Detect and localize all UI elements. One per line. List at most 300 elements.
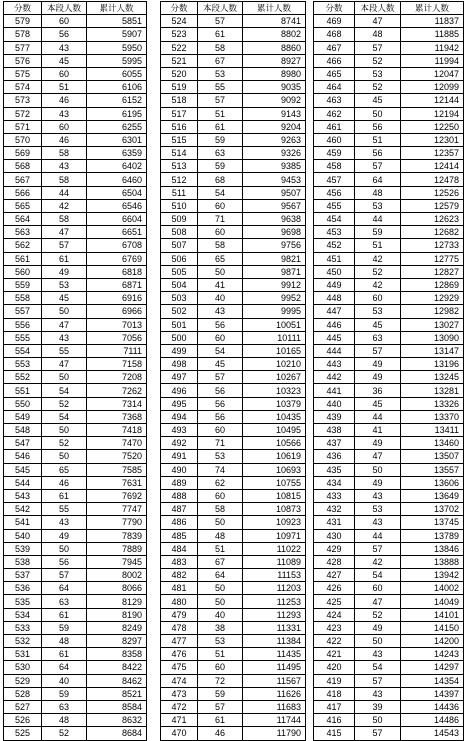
segment-count-cell: 40 (198, 292, 243, 305)
segment-count-cell: 56 (355, 120, 401, 133)
segment-count-cell: 71 (198, 213, 243, 226)
score-cell: 542 (4, 503, 42, 516)
cumulative-count-cell: 13370 (401, 410, 464, 423)
cumulative-count-cell: 7470 (87, 437, 147, 450)
score-cell: 431 (314, 516, 355, 529)
table-row (314, 516, 464, 529)
table-row (4, 555, 147, 568)
cumulative-count-cell: 13196 (401, 358, 464, 371)
score-cell: 522 (161, 41, 198, 54)
segment-count-cell: 56 (198, 410, 243, 423)
segment-count-cell: 48 (355, 186, 401, 199)
segment-count-cell: 57 (42, 569, 87, 582)
score-cell: 514 (161, 147, 198, 160)
score-cell: 454 (314, 213, 355, 226)
segment-count-cell: 57 (198, 700, 243, 713)
score-cell: 455 (314, 199, 355, 212)
cumulative-count-cell: 6818 (87, 265, 147, 278)
score-cell: 464 (314, 81, 355, 94)
cumulative-count-cell: 10495 (243, 424, 306, 437)
segment-count-cell: 49 (355, 621, 401, 634)
score-cell: 451 (314, 252, 355, 265)
table-row (314, 555, 464, 568)
cumulative-count-cell: 10323 (243, 384, 306, 397)
score-table-1 (3, 1, 147, 741)
table-row (161, 516, 306, 529)
score-cell: 534 (4, 608, 42, 621)
cumulative-count-cell: 10971 (243, 529, 306, 542)
header-score: 分数 (4, 2, 42, 15)
score-cell: 417 (314, 700, 355, 713)
segment-count-cell: 68 (198, 173, 243, 186)
segment-count-cell: 52 (355, 81, 401, 94)
table-row (161, 410, 306, 423)
table-row (161, 226, 306, 239)
segment-count-cell: 55 (198, 81, 243, 94)
cumulative-count-cell: 12526 (401, 186, 464, 199)
table-row (314, 661, 464, 674)
segment-count-cell: 50 (355, 463, 401, 476)
score-table-2 (160, 1, 306, 741)
segment-count-cell: 58 (198, 41, 243, 54)
segment-count-cell: 51 (355, 239, 401, 252)
cumulative-count-cell: 10051 (243, 318, 306, 331)
cumulative-count-cell: 6152 (87, 94, 147, 107)
segment-count-cell: 62 (198, 476, 243, 489)
table-header-row (314, 2, 464, 15)
score-cell: 458 (314, 160, 355, 173)
table-row (4, 516, 147, 529)
score-cell: 565 (4, 199, 42, 212)
cumulative-count-cell: 9912 (243, 278, 306, 291)
cumulative-count-cell: 10566 (243, 437, 306, 450)
cumulative-count-cell: 13326 (401, 397, 464, 410)
score-cell: 482 (161, 569, 198, 582)
score-cell: 448 (314, 292, 355, 305)
table-row (161, 120, 306, 133)
table-row (314, 213, 464, 226)
score-cell: 493 (161, 424, 198, 437)
cumulative-count-cell: 9995 (243, 305, 306, 318)
score-cell: 543 (4, 489, 42, 502)
score-cell: 541 (4, 516, 42, 529)
table-row (161, 621, 306, 634)
score-cell: 521 (161, 54, 198, 67)
header-segment-count: 本段人数 (42, 2, 87, 15)
score-cell: 487 (161, 503, 198, 516)
score-cell: 531 (4, 648, 42, 661)
table-row (314, 384, 464, 397)
score-cell: 548 (4, 424, 42, 437)
cumulative-count-cell: 11994 (401, 54, 464, 67)
score-cell: 489 (161, 476, 198, 489)
cumulative-count-cell: 11683 (243, 700, 306, 713)
score-cell: 555 (4, 331, 42, 344)
cumulative-count-cell: 5907 (87, 28, 147, 41)
cumulative-count-cell: 14200 (401, 635, 464, 648)
table-row (4, 107, 147, 120)
cumulative-count-cell: 13147 (401, 344, 464, 357)
segment-count-cell: 58 (198, 239, 243, 252)
cumulative-count-cell: 9871 (243, 265, 306, 278)
score-cell: 477 (161, 635, 198, 648)
segment-count-cell: 36 (355, 384, 401, 397)
table-row (4, 15, 147, 28)
segment-count-cell: 64 (198, 569, 243, 582)
segment-count-cell: 40 (42, 674, 87, 687)
cumulative-count-cell: 6871 (87, 278, 147, 291)
table-row (314, 714, 464, 727)
segment-count-cell: 50 (42, 424, 87, 437)
score-cell: 449 (314, 278, 355, 291)
score-cell: 545 (4, 463, 42, 476)
table-row (161, 107, 306, 120)
table-row (4, 318, 147, 331)
cumulative-count-cell: 12982 (401, 305, 464, 318)
score-cell: 509 (161, 213, 198, 226)
table-row (161, 529, 306, 542)
score-cell: 441 (314, 384, 355, 397)
segment-count-cell: 60 (198, 661, 243, 674)
segment-count-cell: 47 (42, 358, 87, 371)
segment-count-cell: 49 (355, 358, 401, 371)
score-cell: 553 (4, 358, 42, 371)
score-cell: 505 (161, 265, 198, 278)
cumulative-count-cell: 11790 (243, 727, 306, 740)
segment-count-cell: 43 (355, 648, 401, 661)
segment-count-cell: 43 (355, 687, 401, 700)
segment-count-cell: 60 (198, 489, 243, 502)
segment-count-cell: 67 (198, 555, 243, 568)
cumulative-count-cell: 9385 (243, 160, 306, 173)
cumulative-count-cell: 12929 (401, 292, 464, 305)
table-row (4, 160, 147, 173)
segment-count-cell: 61 (42, 608, 87, 621)
table-row (4, 489, 147, 502)
segment-count-cell: 57 (198, 371, 243, 384)
cumulative-count-cell: 13649 (401, 489, 464, 502)
table-row (314, 424, 464, 437)
score-cell: 452 (314, 239, 355, 252)
cumulative-count-cell: 8980 (243, 67, 306, 80)
segment-count-cell: 51 (198, 542, 243, 555)
segment-count-cell: 51 (42, 81, 87, 94)
cumulative-count-cell: 6255 (87, 120, 147, 133)
cumulative-count-cell: 10873 (243, 503, 306, 516)
score-cell: 435 (314, 463, 355, 476)
cumulative-count-cell: 13245 (401, 371, 464, 384)
segment-count-cell: 54 (355, 569, 401, 582)
table-row (314, 437, 464, 450)
table-row (161, 476, 306, 489)
score-cell: 476 (161, 648, 198, 661)
score-cell: 576 (4, 54, 42, 67)
cumulative-count-cell: 11567 (243, 674, 306, 687)
score-cell: 562 (4, 239, 42, 252)
score-cell: 425 (314, 595, 355, 608)
cumulative-count-cell: 8521 (87, 687, 147, 700)
score-cell: 484 (161, 542, 198, 555)
cumulative-count-cell: 6604 (87, 213, 147, 226)
table-row (161, 397, 306, 410)
table-row (4, 213, 147, 226)
score-cell: 578 (4, 28, 42, 41)
score-cell: 567 (4, 173, 42, 186)
score-cell: 547 (4, 437, 42, 450)
table-row (314, 410, 464, 423)
score-cell: 540 (4, 529, 42, 542)
score-cell: 467 (314, 41, 355, 54)
table-row (4, 595, 147, 608)
score-cell: 475 (161, 661, 198, 674)
segment-count-cell: 50 (198, 595, 243, 608)
segment-count-cell: 57 (355, 344, 401, 357)
score-cell: 442 (314, 371, 355, 384)
score-cell: 537 (4, 569, 42, 582)
segment-count-cell: 50 (198, 582, 243, 595)
table-row (161, 608, 306, 621)
score-cell: 524 (161, 15, 198, 28)
table-row (4, 674, 147, 687)
table-row (4, 463, 147, 476)
score-cell: 437 (314, 437, 355, 450)
score-cell: 494 (161, 410, 198, 423)
cumulative-count-cell: 12733 (401, 239, 464, 252)
table-row (314, 67, 464, 80)
table-row (161, 213, 306, 226)
score-cell: 421 (314, 648, 355, 661)
cumulative-count-cell: 12869 (401, 278, 464, 291)
table-row (4, 529, 147, 542)
score-cell: 491 (161, 450, 198, 463)
segment-count-cell: 45 (355, 397, 401, 410)
table-row (161, 15, 306, 28)
cumulative-count-cell: 6359 (87, 147, 147, 160)
cumulative-count-cell: 11837 (401, 15, 464, 28)
cumulative-count-cell: 7314 (87, 397, 147, 410)
table-row (4, 700, 147, 713)
cumulative-count-cell: 7262 (87, 384, 147, 397)
segment-count-cell: 54 (42, 384, 87, 397)
cumulative-count-cell: 6460 (87, 173, 147, 186)
score-cell: 515 (161, 133, 198, 146)
cumulative-count-cell: 10923 (243, 516, 306, 529)
table-row (4, 608, 147, 621)
score-cell: 495 (161, 397, 198, 410)
score-cell: 438 (314, 424, 355, 437)
cumulative-count-cell: 8002 (87, 569, 147, 582)
table-row (161, 714, 306, 727)
segment-count-cell: 57 (355, 727, 401, 740)
segment-count-cell: 48 (42, 635, 87, 648)
score-cell: 511 (161, 186, 198, 199)
segment-count-cell: 72 (198, 674, 243, 687)
score-cell: 462 (314, 107, 355, 120)
score-cell: 577 (4, 41, 42, 54)
table-row (161, 569, 306, 582)
table-row (314, 147, 464, 160)
segment-count-cell: 51 (355, 133, 401, 146)
score-cell: 558 (4, 292, 42, 305)
table-row (4, 28, 147, 41)
cumulative-count-cell: 7013 (87, 318, 147, 331)
segment-count-cell: 57 (198, 94, 243, 107)
score-cell: 554 (4, 344, 42, 357)
cumulative-count-cell: 13888 (401, 555, 464, 568)
table-row (4, 67, 147, 80)
cumulative-count-cell: 10210 (243, 358, 306, 371)
cumulative-count-cell: 11293 (243, 608, 306, 621)
score-cell: 549 (4, 410, 42, 423)
segment-count-cell: 46 (42, 94, 87, 107)
cumulative-count-cell: 9756 (243, 239, 306, 252)
score-cell: 530 (4, 661, 42, 674)
table-row (161, 318, 306, 331)
cumulative-count-cell: 5995 (87, 54, 147, 67)
table-row (161, 305, 306, 318)
score-cell: 526 (4, 714, 42, 727)
header-segment-count: 本段人数 (355, 2, 401, 15)
score-cell: 426 (314, 582, 355, 595)
segment-count-cell: 60 (42, 120, 87, 133)
score-cell: 481 (161, 582, 198, 595)
table-row (4, 94, 147, 107)
table-row (161, 67, 306, 80)
table-row (4, 687, 147, 700)
table-row (161, 239, 306, 252)
segment-count-cell: 43 (198, 305, 243, 318)
cumulative-count-cell: 9035 (243, 81, 306, 94)
score-cell: 572 (4, 107, 42, 120)
segment-count-cell: 54 (42, 410, 87, 423)
segment-count-cell: 44 (355, 410, 401, 423)
cumulative-count-cell: 8462 (87, 674, 147, 687)
cumulative-count-cell: 13460 (401, 437, 464, 450)
score-cell: 528 (4, 687, 42, 700)
segment-count-cell: 60 (42, 67, 87, 80)
segment-count-cell: 43 (355, 516, 401, 529)
score-cell: 527 (4, 700, 42, 713)
table-row (314, 107, 464, 120)
segment-count-cell: 40 (198, 608, 243, 621)
cumulative-count-cell: 11495 (243, 661, 306, 674)
score-cell: 427 (314, 569, 355, 582)
segment-count-cell: 47 (42, 226, 87, 239)
cumulative-count-cell: 12623 (401, 213, 464, 226)
score-cell: 469 (314, 15, 355, 28)
cumulative-count-cell: 13745 (401, 516, 464, 529)
cumulative-count-cell: 7368 (87, 410, 147, 423)
score-cell: 434 (314, 476, 355, 489)
table-header-row (161, 2, 306, 15)
cumulative-count-cell: 7158 (87, 358, 147, 371)
cumulative-count-cell: 7945 (87, 555, 147, 568)
score-cell: 465 (314, 67, 355, 80)
segment-count-cell: 50 (42, 542, 87, 555)
segment-count-cell: 56 (42, 555, 87, 568)
score-cell: 419 (314, 674, 355, 687)
table-row (4, 41, 147, 54)
cumulative-count-cell: 6546 (87, 199, 147, 212)
cumulative-count-cell: 11089 (243, 555, 306, 568)
table-row (161, 661, 306, 674)
table-row (161, 173, 306, 186)
segment-count-cell: 61 (198, 714, 243, 727)
score-cell: 529 (4, 674, 42, 687)
table-row (161, 700, 306, 713)
segment-count-cell: 59 (198, 133, 243, 146)
table-row (161, 542, 306, 555)
score-cell: 512 (161, 173, 198, 186)
score-cell: 533 (4, 621, 42, 634)
segment-count-cell: 50 (198, 265, 243, 278)
segment-count-cell: 50 (42, 371, 87, 384)
segment-count-cell: 71 (198, 437, 243, 450)
segment-count-cell: 45 (355, 94, 401, 107)
cumulative-count-cell: 11744 (243, 714, 306, 727)
table-row (161, 41, 306, 54)
score-cell: 508 (161, 226, 198, 239)
segment-count-cell: 65 (42, 463, 87, 476)
score-cell: 473 (161, 687, 198, 700)
segment-count-cell: 58 (198, 503, 243, 516)
segment-count-cell: 56 (198, 384, 243, 397)
table-row (314, 489, 464, 502)
segment-count-cell: 60 (198, 424, 243, 437)
cumulative-count-cell: 8927 (243, 54, 306, 67)
table-row (314, 81, 464, 94)
table-row (161, 54, 306, 67)
cumulative-count-cell: 8066 (87, 582, 147, 595)
segment-count-cell: 52 (355, 54, 401, 67)
segment-count-cell: 57 (42, 239, 87, 252)
cumulative-count-cell: 12827 (401, 265, 464, 278)
segment-count-cell: 56 (198, 318, 243, 331)
table-row (4, 661, 147, 674)
score-cell: 480 (161, 595, 198, 608)
segment-count-cell: 42 (42, 199, 87, 212)
table-row (161, 278, 306, 291)
segment-count-cell: 45 (198, 358, 243, 371)
table-row (161, 582, 306, 595)
table-row (161, 371, 306, 384)
segment-count-cell: 49 (355, 371, 401, 384)
segment-count-cell: 51 (198, 648, 243, 661)
cumulative-count-cell: 13606 (401, 476, 464, 489)
cumulative-count-cell: 9952 (243, 292, 306, 305)
cumulative-count-cell: 12194 (401, 107, 464, 120)
score-cell: 575 (4, 67, 42, 80)
score-cell: 557 (4, 305, 42, 318)
table-row (4, 226, 147, 239)
table-row (161, 344, 306, 357)
table-row (314, 331, 464, 344)
cumulative-count-cell: 13027 (401, 318, 464, 331)
table-row (161, 252, 306, 265)
segment-count-cell: 56 (355, 147, 401, 160)
table-row (314, 397, 464, 410)
segment-count-cell: 61 (42, 489, 87, 502)
cumulative-count-cell: 11153 (243, 569, 306, 582)
segment-count-cell: 53 (198, 67, 243, 80)
cumulative-count-cell: 9263 (243, 133, 306, 146)
score-cell: 447 (314, 305, 355, 318)
score-cell: 556 (4, 318, 42, 331)
cumulative-count-cell: 12099 (401, 81, 464, 94)
score-cell: 420 (314, 661, 355, 674)
segment-count-cell: 58 (42, 213, 87, 226)
cumulative-count-cell: 6966 (87, 305, 147, 318)
